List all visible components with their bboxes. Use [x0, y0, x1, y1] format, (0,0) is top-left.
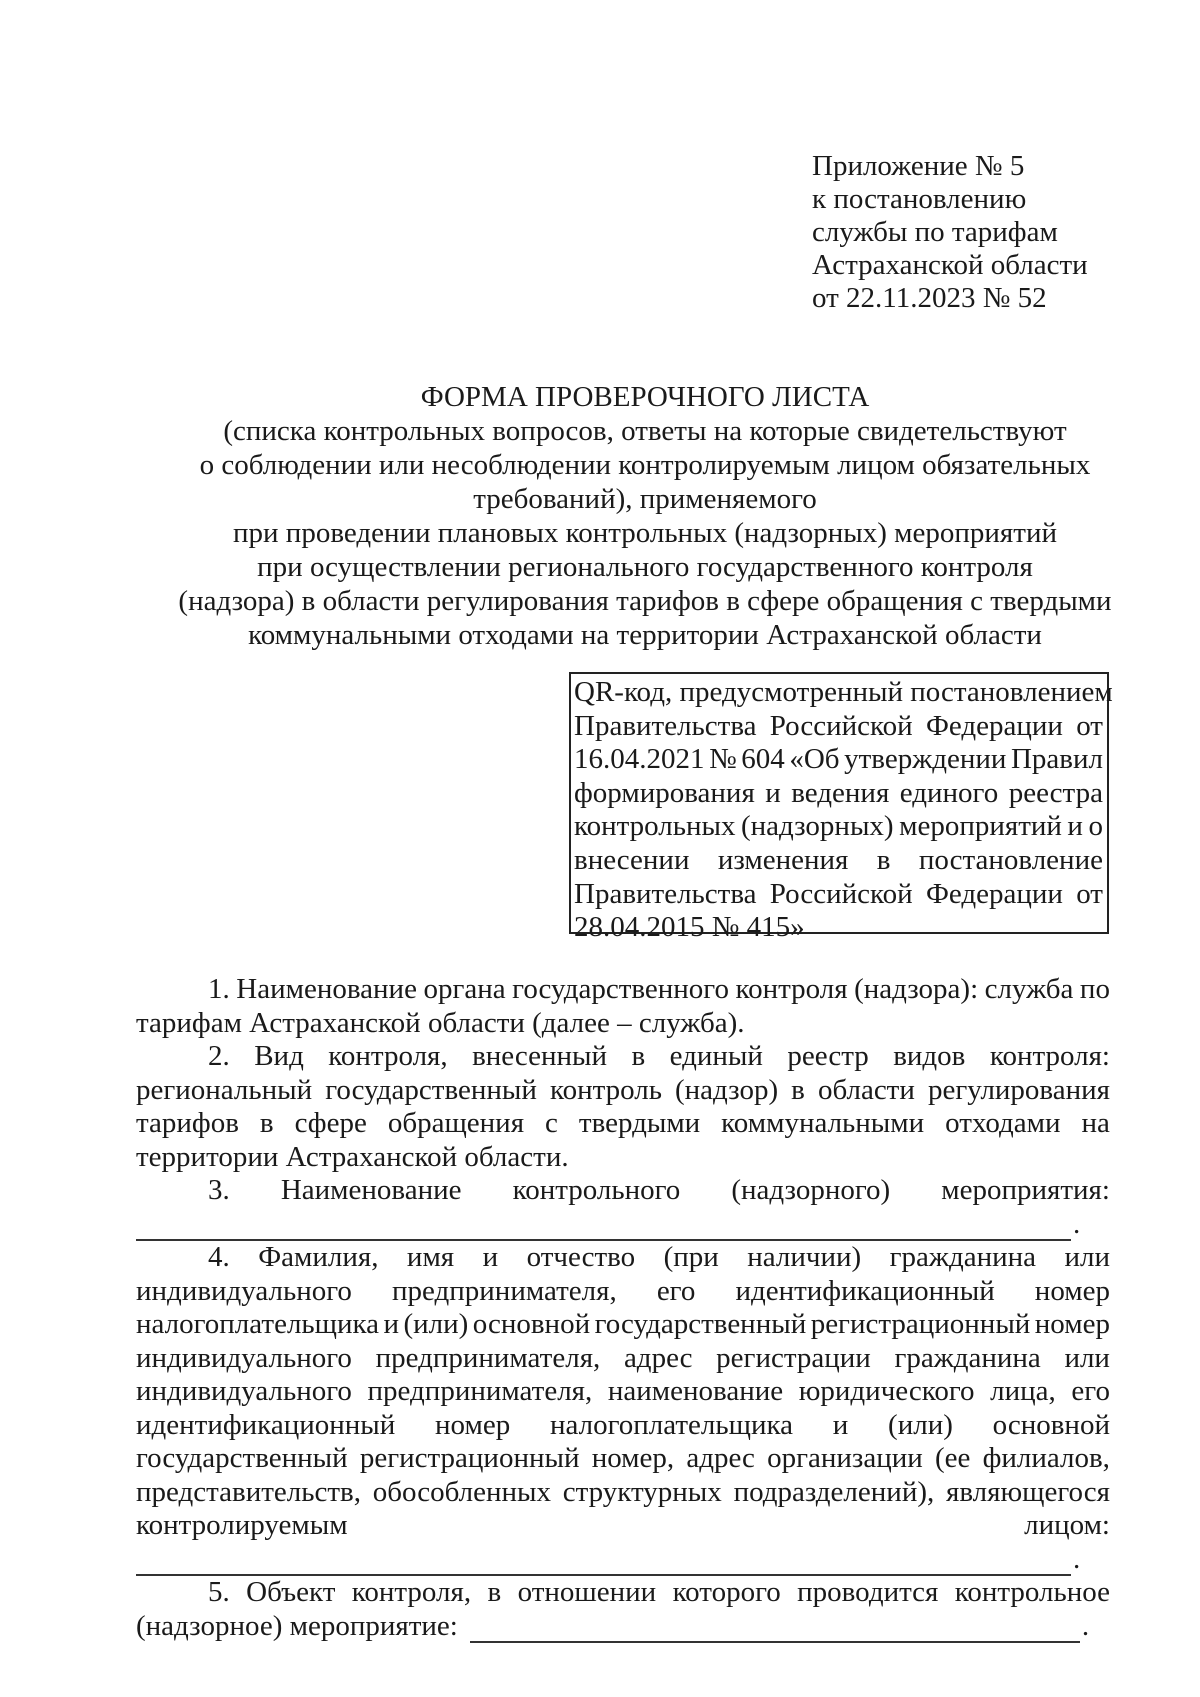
word: лицом: — [1024, 1509, 1110, 1541]
word: (или) — [888, 1408, 953, 1441]
word: Правительства — [574, 877, 757, 910]
word: органа — [423, 973, 506, 1005]
qr-line — [574, 878, 1103, 912]
word: номер — [1034, 1308, 1110, 1340]
word: организации — [767, 1442, 923, 1474]
item-4-line — [136, 1275, 1110, 1309]
item-3-line — [136, 1174, 1110, 1208]
word: Наименование — [236, 973, 417, 1005]
word: его — [656, 1274, 696, 1307]
word: реестр — [787, 1040, 869, 1072]
item-4-end: . — [1073, 1542, 1081, 1575]
word: Российской — [769, 877, 913, 910]
word: Правительства — [574, 709, 757, 742]
title-line: (надзора) в области регулирования тарифов в сфере обращения с твердыми — [178, 585, 1112, 617]
item-4-blank-row — [136, 1543, 1110, 1577]
word: Правил — [1010, 743, 1103, 776]
word: и — [383, 1308, 400, 1340]
word: служба — [984, 973, 1074, 1005]
word: и — [482, 1241, 499, 1273]
qr-line: QR-код, предусмотренный постановлением — [574, 676, 1113, 708]
word: индивидуального — [136, 1274, 352, 1307]
word: о — [1088, 810, 1103, 843]
item-1-line: тарифам Астраханской области (далее – служба). — [136, 1006, 745, 1039]
word: наличии) — [747, 1241, 862, 1273]
title-line: (списка контрольных вопросов, ответы на которые свидетельствуют — [223, 415, 1067, 447]
word: или — [1064, 1341, 1110, 1374]
item-1-line — [136, 973, 1110, 1007]
word: в — [259, 1107, 274, 1139]
item-4-line — [136, 1241, 1110, 1275]
item-4-line — [136, 1509, 1110, 1543]
word: Вид — [254, 1040, 304, 1072]
word: контроля, — [328, 1040, 448, 1072]
appendix-line: Астраханской области — [812, 249, 1088, 281]
word: (при — [663, 1241, 719, 1273]
word: или — [1064, 1241, 1110, 1273]
word: (надзор) — [675, 1073, 779, 1106]
word: обособленных — [372, 1475, 551, 1508]
word: контроля: — [989, 1040, 1110, 1072]
title-line: требований), применяемого — [473, 483, 817, 515]
word: Объект — [246, 1576, 336, 1608]
word: мероприятия: — [941, 1174, 1110, 1206]
word: на — [1081, 1107, 1110, 1139]
appendix-block — [812, 150, 1152, 315]
word: которого — [672, 1576, 781, 1608]
word: региональный — [136, 1073, 313, 1106]
item-4-line — [136, 1375, 1110, 1409]
word: в — [791, 1073, 805, 1106]
word: мероприятий — [899, 810, 1062, 843]
word: и — [1067, 810, 1083, 843]
item-5-line — [136, 1576, 1110, 1610]
word: с — [545, 1107, 558, 1139]
item-2-line: территории Астраханской области. — [136, 1140, 569, 1173]
word: государственный — [594, 1308, 807, 1340]
item-4-line — [136, 1442, 1110, 1476]
word: лица, — [990, 1375, 1056, 1407]
item-5-line — [136, 1610, 1110, 1644]
word: его — [1071, 1375, 1110, 1407]
word: являющегося — [946, 1475, 1110, 1508]
item-4-line — [136, 1409, 1110, 1443]
item-5-end: . — [1081, 1609, 1090, 1642]
control-object-field[interactable] — [470, 1619, 1080, 1643]
word: отходами — [945, 1107, 1061, 1139]
qr-line: 28.04.2015 № 415» — [574, 911, 805, 944]
word: наименование — [607, 1375, 784, 1407]
word: контроль — [549, 1073, 662, 1106]
word: основной — [472, 1308, 591, 1340]
appendix-line: Приложение № 5 — [812, 150, 1025, 182]
word: предпринимателя, — [367, 1375, 593, 1407]
word: Федерации — [925, 877, 1063, 910]
word: контрольных — [574, 810, 736, 843]
word: Федерации — [925, 709, 1063, 742]
word: коммунальными — [721, 1107, 925, 1139]
word: по — [1079, 973, 1110, 1005]
word: основной — [992, 1408, 1110, 1441]
word: имя — [406, 1241, 455, 1273]
word: и — [832, 1408, 849, 1441]
title-line: при осуществлении регионального государственного контроля — [257, 551, 1033, 583]
item-4-line — [136, 1342, 1110, 1376]
word: государственный — [325, 1073, 537, 1106]
appendix-line: службы по тарифам — [812, 216, 1058, 248]
word: Российской — [769, 709, 913, 742]
word: 16.04.2021 — [574, 743, 705, 776]
word: налогоплательщика — [549, 1408, 794, 1441]
word: индивидуального — [136, 1375, 352, 1407]
word: постановление — [918, 843, 1103, 876]
qr-line — [574, 710, 1103, 744]
word: предпринимателя, — [392, 1274, 617, 1307]
word: 2. — [208, 1040, 230, 1072]
document-title — [150, 380, 1140, 652]
word: сфере — [294, 1107, 367, 1139]
qr-code-box — [569, 672, 1113, 944]
word: от — [1076, 709, 1103, 742]
word: контрольное — [954, 1576, 1110, 1608]
word: № — [709, 743, 737, 776]
word: утверждении — [844, 743, 1007, 776]
word: (надзора): — [854, 973, 979, 1005]
word: регистрационный — [359, 1442, 580, 1474]
word: области — [817, 1073, 915, 1106]
word: ведения — [791, 776, 890, 809]
word: идентификационный — [136, 1408, 396, 1441]
word: адрес — [623, 1341, 693, 1374]
word: номер, — [591, 1442, 675, 1474]
qr-line — [574, 844, 1103, 878]
word: 3. — [208, 1174, 230, 1206]
word: обращения — [387, 1107, 525, 1139]
word: 1. — [208, 973, 230, 1005]
word: (надзорных) — [740, 810, 894, 843]
item-5-prefix: (надзорное) мероприятие: — [136, 1609, 458, 1642]
item-2-line — [136, 1107, 1110, 1141]
word: (или) — [403, 1308, 469, 1340]
document-body — [136, 973, 1110, 1643]
word: филиалов, — [982, 1442, 1110, 1474]
word: изменения — [717, 843, 849, 876]
word: гражданина — [889, 1241, 1037, 1273]
word: контроля, — [351, 1576, 472, 1608]
word: проводится — [797, 1576, 939, 1608]
word: твердыми — [578, 1107, 701, 1139]
word: отчество — [526, 1241, 636, 1273]
controlled-person-field[interactable] — [136, 1552, 1071, 1576]
word: внесенный — [472, 1040, 608, 1072]
word: в — [487, 1576, 502, 1608]
word: регистрации — [716, 1341, 871, 1374]
word: номер — [435, 1408, 511, 1441]
word: отношении — [517, 1576, 657, 1608]
word: единый — [669, 1040, 763, 1072]
word: индивидуального — [136, 1341, 352, 1374]
appendix-line: от 22.11.2023 № 52 — [812, 282, 1047, 314]
item-4-line — [136, 1308, 1110, 1342]
word: структурных — [562, 1475, 722, 1508]
qr-line — [574, 810, 1103, 844]
word: 4. — [208, 1241, 230, 1273]
title-heading: ФОРМА ПРОВЕРОЧНОГО ЛИСТА — [420, 381, 870, 413]
title-line: коммунальными отходами на территории Астраханской области — [248, 619, 1042, 651]
qr-line — [574, 743, 1103, 777]
word: гражданина — [894, 1341, 1041, 1374]
word: 5. — [208, 1576, 230, 1608]
word: реестра — [1008, 776, 1103, 809]
item-2-line — [136, 1074, 1110, 1108]
word: государственного — [512, 973, 729, 1005]
word: Наименование — [280, 1174, 462, 1206]
word: контроля — [735, 973, 848, 1005]
title-line: при проведении плановых контрольных (надзорных) мероприятий — [233, 517, 1057, 549]
item-4-line — [136, 1476, 1110, 1510]
word: контролируемым — [136, 1509, 348, 1541]
item-3-end: . — [1073, 1207, 1081, 1240]
qr-line — [574, 777, 1103, 811]
word: регулирования — [927, 1073, 1110, 1106]
word: «Об — [789, 743, 840, 776]
word: предпринимателя, — [375, 1341, 601, 1374]
word: номер — [1034, 1274, 1110, 1307]
word: идентификационный — [735, 1274, 995, 1307]
word: контрольного — [512, 1174, 681, 1206]
word: тарифов — [136, 1107, 239, 1139]
item-2-line — [136, 1040, 1110, 1074]
word: в — [876, 843, 891, 876]
title-line: о соблюдении или несоблюдении контролируемым лицом обязательных — [199, 449, 1091, 481]
word: налогоплательщика — [136, 1308, 380, 1340]
inspection-name-field[interactable] — [136, 1217, 1071, 1241]
word: формирования — [574, 776, 755, 809]
word: юридического — [798, 1375, 975, 1407]
item-3-blank-row — [136, 1208, 1110, 1242]
word: в — [631, 1040, 646, 1072]
appendix-line: к постановлению — [812, 183, 1027, 215]
word: подразделений), — [733, 1475, 935, 1508]
word: (ее — [935, 1442, 971, 1474]
word: от — [1076, 877, 1103, 910]
word: регистрационный — [810, 1308, 1031, 1340]
word: 604 — [741, 743, 785, 776]
word: адрес — [686, 1442, 755, 1474]
word: представительств, — [136, 1475, 361, 1508]
word: государственный — [136, 1442, 348, 1474]
word: (надзорного) — [731, 1174, 891, 1206]
word: и — [765, 776, 781, 809]
word: Фамилия, — [258, 1241, 379, 1273]
word: видов — [893, 1040, 966, 1072]
word: внесении — [574, 843, 690, 876]
word: единого — [899, 776, 999, 809]
